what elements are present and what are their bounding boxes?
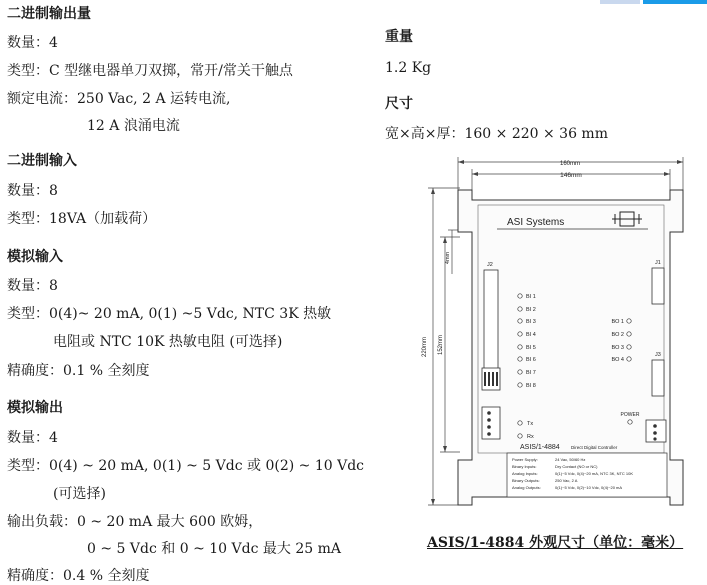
dim-4-label: 4mm: [445, 251, 451, 265]
size-value: 宽×高×厚：160 × 220 × 36 mm: [385, 126, 608, 142]
dim-152-label: 152mm: [438, 334, 444, 356]
bo-1-label: BO 1: [611, 319, 624, 325]
bi-2-label: BI 2: [526, 307, 536, 313]
analog-input-count: 数量：8: [7, 278, 58, 294]
analog-input-accuracy: 精确度：0.1 % 全刻度: [7, 363, 150, 379]
bi-3-label: BI 3: [526, 319, 536, 325]
binary-output-count: 数量：4: [7, 35, 58, 51]
analog-output-type-cont: (可选择): [53, 486, 106, 502]
spec-val-5: 0(1)~5 Vdc, 0(2)~10 Vdc, 0(4)~20 mA: [555, 485, 623, 490]
binary-input-type: 类型：18VA（加载荷）: [7, 211, 157, 227]
analog-output-heading: 模拟输出: [7, 400, 63, 416]
weight-value: 1.2 Kg: [385, 60, 432, 76]
bi-8-label: BI 8: [526, 383, 536, 389]
spec-val-1: 24 Vac, 50/60 Hz: [555, 457, 586, 462]
binary-input-count: 数量：8: [7, 183, 58, 199]
binary-output-type: 类型：C 型继电器单刀双掷，常开/常关干触点: [7, 63, 293, 79]
binary-output-surge-current: 12 A 浪涌电流: [87, 118, 180, 134]
bo-3-label: BO 3: [611, 345, 624, 351]
bi-1-label: BI 1: [526, 294, 536, 300]
model-desc-label: Direct Digital Controller: [571, 445, 618, 450]
analog-input-heading: 模拟输入: [7, 249, 63, 265]
analog-output-count: 数量：4: [7, 430, 58, 446]
j2-label: J2: [487, 262, 493, 268]
spec-val-2: Dry Contact (NO or NC): [555, 464, 598, 469]
size-heading: 尺寸: [385, 96, 413, 112]
spec-val-4: 250 Vac, 2 A: [555, 478, 578, 483]
analog-output-load-cont: 0 ~ 5 Vdc 和 0 ~ 10 Vdc 最大 25 mA: [87, 541, 341, 557]
analog-input-type-cont: 电阻或 NTC 10K 热敏电阻 (可选择): [53, 334, 283, 350]
tx-label: Tx: [527, 421, 534, 427]
spec-key-3: Analog Inputs:: [512, 471, 538, 476]
bo-4-label: BO 4: [611, 357, 624, 363]
spec-key-2: Binary Inputs:: [512, 464, 537, 469]
power-label: POWER: [620, 412, 640, 418]
bi-6-label: BI 6: [526, 357, 536, 363]
analog-output-accuracy: 精确度：0.4 % 全刻度: [7, 568, 150, 584]
binary-output-heading: 二进制输出量: [7, 6, 91, 22]
figure-caption: ASIS/1-4884 外观尺寸（单位：毫米）: [427, 535, 684, 551]
j1-label: J1: [655, 260, 661, 266]
binary-output-rated-current: 额定电流：250 Vac, 2 A 运转电流,: [7, 91, 231, 107]
model-label: ASIS/1-4884: [520, 444, 560, 451]
analog-output-load: 输出负载：0 ~ 20 mA 最大 600 欧姆，: [7, 514, 263, 530]
bi-7-label: BI 7: [526, 370, 536, 376]
brand-label: ASI Systems: [507, 217, 565, 228]
spec-key-4: Binary Outputs:: [512, 478, 540, 483]
bi-5-label: BI 5: [526, 345, 536, 351]
bi-4-label: BI 4: [526, 332, 536, 338]
dim-146-label: 146mm: [560, 172, 582, 179]
weight-heading: 重量: [385, 29, 413, 45]
bo-2-label: BO 2: [611, 332, 624, 338]
spec-val-3: 0(1)~5 Vdc, 0(4)~20 mA, NTC 3K, NTC 10K: [555, 471, 634, 476]
dim-220-label: 220mm: [422, 336, 428, 358]
spec-key-1: Power Supply:: [512, 457, 538, 462]
analog-input-type: 类型：0(4)~ 20 mA, 0(1) ~5 Vdc, NTC 3K 热敏: [7, 306, 332, 322]
analog-output-type: 类型：0(4) ~ 20 mA, 0(1) ~ 5 Vdc 或 0(2) ~ 10 Vdc: [7, 458, 365, 474]
spec-key-5: Analog Outputs:: [512, 485, 541, 490]
rx-label: Rx: [527, 434, 534, 440]
j3-label: J3: [655, 352, 661, 358]
dim-160-label: 160mm: [559, 161, 581, 167]
binary-input-heading: 二进制输入: [7, 153, 77, 169]
